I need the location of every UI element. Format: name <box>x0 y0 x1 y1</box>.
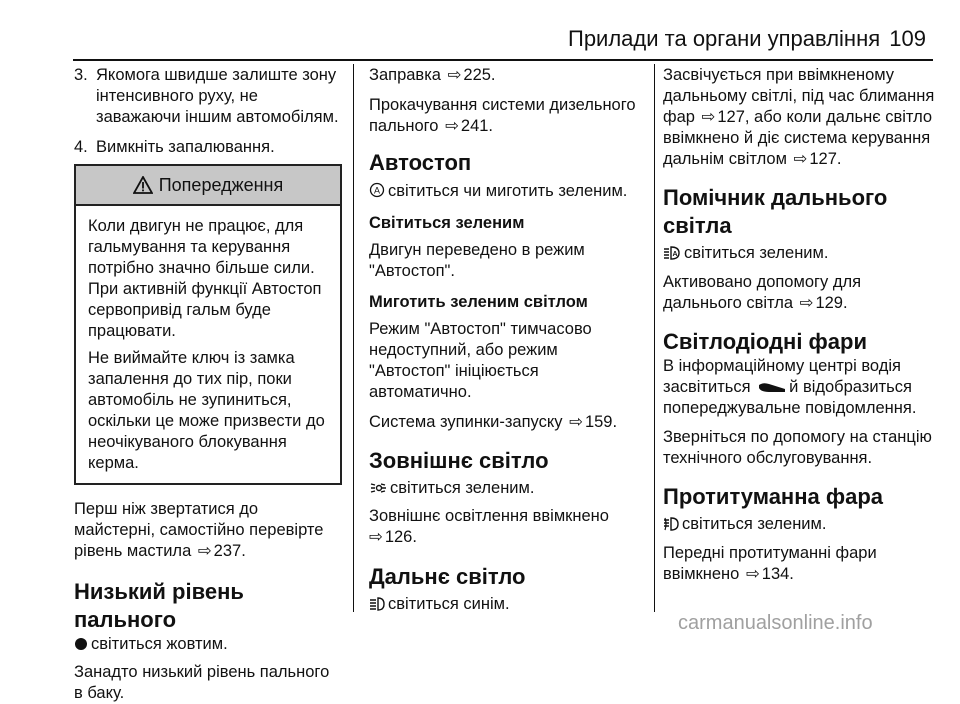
warning-header <box>76 166 340 206</box>
list-text: Вимкніть запалювання. <box>96 138 275 156</box>
fuel-warning-dot-icon <box>74 637 88 651</box>
section-heading: Зовнішнє світло <box>369 448 549 473</box>
paragraph-text: В інформаційному центрі водія засвітиться <box>663 357 901 396</box>
indicator-text: світиться жовтим. <box>91 635 228 653</box>
section-heading: Протитуманна фара <box>663 484 884 509</box>
subheading: Світиться зеленим <box>369 214 525 232</box>
page-ref: 126. <box>384 528 417 546</box>
paragraph <box>369 412 641 433</box>
paragraph-text: 127, або коли дальнє світло ввімкнено й діє система керування дальнім світлом <box>663 108 933 168</box>
list-item <box>74 65 342 128</box>
paragraph-text: Передні протитуманні фари ввімкнено <box>663 544 877 583</box>
warning-body <box>76 206 340 483</box>
paragraph <box>663 356 938 419</box>
list-number: 4. <box>74 138 88 156</box>
paragraph: Режим "Автостоп" тимчасово недоступний, або режим "Автостоп" ініціюється автоматично. <box>369 320 592 401</box>
indicator-text: світиться зеленим. <box>390 479 535 497</box>
led-headlight-warning-icon <box>757 380 787 394</box>
high-beam-assist-icon <box>663 246 681 260</box>
svg-text:A: A <box>373 185 381 196</box>
paragraph <box>369 65 641 86</box>
paragraph-text: Перш ніж звертатися до майстерні, самостійно перевірте рівень мастила <box>74 500 324 560</box>
page-ref: 241. <box>460 117 494 135</box>
paragraph-text: Активовано допомогу для дальнього світла <box>663 273 862 312</box>
paragraph-text: Зовнішнє освітлення ввімкнено <box>369 507 609 525</box>
indicator-line <box>663 243 938 264</box>
list-text: Якомога швидше залиште зону інтенсивного руху, не заважаючи іншим автомобілям. <box>96 66 339 126</box>
page-ref: 159. <box>584 413 618 431</box>
page-ref-arrow-icon: ⇨ <box>369 528 383 546</box>
subheading: Миготить зеленим світлом <box>369 293 588 311</box>
indicator-line <box>74 634 342 655</box>
column-2 <box>369 64 641 615</box>
paragraph <box>74 499 342 562</box>
page-ref: 237. <box>213 542 246 560</box>
column-divider <box>353 64 354 612</box>
paragraph: Зверніться по допомогу на станцію технічного обслуговування. <box>663 428 932 467</box>
indicator-line <box>369 478 641 499</box>
paragraph <box>369 506 641 548</box>
paragraph: Двигун переведено в режим "Автостоп". <box>369 241 585 280</box>
paragraph <box>663 543 938 585</box>
paragraph-text: Заправка <box>369 66 441 84</box>
high-beam-icon <box>369 597 385 611</box>
page-ref-arrow-icon: ⇨ <box>745 565 760 583</box>
indicator-line <box>663 514 938 535</box>
warning-title: Попередження <box>158 174 284 195</box>
paragraph-text: Система зупинки-запуску <box>369 413 563 431</box>
paragraph-text: й відобразиться попереджувальне повідомлення. <box>663 378 917 417</box>
exterior-light-icon <box>369 481 387 495</box>
paragraph: Занадто низький рівень пального в баку. <box>74 663 330 702</box>
section-heading: Автостоп <box>369 150 472 175</box>
section-heading: Світлодіодні фари <box>663 329 867 354</box>
paragraph-text: Прокачування системи дизельного пального <box>369 96 636 135</box>
page-ref: 129. <box>815 294 848 312</box>
list-number: 3. <box>74 66 88 84</box>
watermark: carmanualsonline.info <box>678 612 873 634</box>
column-3 <box>663 64 938 585</box>
page-ref-arrow-icon: ⇨ <box>445 117 459 135</box>
column-divider <box>654 64 655 612</box>
warning-paragraph: Коли двигун не працює, для гальмування та керування потрібно значно більше сили. При активній функції Автостоп сервопривід гальм буде працювати. <box>88 217 322 340</box>
svg-text:A: A <box>672 251 678 258</box>
page-number: 109 <box>889 26 926 51</box>
section-heading: Низький рівень пального <box>74 579 244 632</box>
list-item <box>74 137 342 158</box>
autostop-icon <box>369 182 385 198</box>
section-heading: Дальнє світло <box>369 564 526 589</box>
warning-paragraph: Не виймайте ключ із замка запалення до тих пір, поки автомобіль не зупиниться, оскільки це може призвести до неочікуваного блокування керма. <box>88 349 325 472</box>
paragraph <box>663 272 938 314</box>
page-ref: 127. <box>809 150 842 168</box>
page-ref-arrow-icon: ⇨ <box>701 108 716 126</box>
page-ref-arrow-icon: ⇨ <box>197 542 212 560</box>
page-ref: 225. <box>463 66 496 84</box>
page-ref: 134. <box>761 565 794 583</box>
indicator-text: світиться зеленим. <box>684 244 829 262</box>
page-ref-arrow-icon: ⇨ <box>799 294 814 312</box>
indicator-text: світиться чи миготить зеленим. <box>388 182 628 200</box>
indicator-line <box>369 181 641 202</box>
page-ref-arrow-icon: ⇨ <box>569 413 583 431</box>
warning-box <box>74 164 342 485</box>
indicator-text: світиться зеленим. <box>682 515 827 533</box>
paragraph <box>369 95 641 137</box>
indicator-line <box>369 594 641 615</box>
warning-triangle-icon <box>133 176 153 194</box>
page-header-title: Прилади та органи управління <box>568 26 881 51</box>
header-divider <box>73 59 933 61</box>
section-heading: Помічник дальнього світла <box>663 185 888 238</box>
indicator-text: світиться синім. <box>388 595 510 613</box>
front-fog-light-icon <box>663 517 679 531</box>
paragraph-text: Засвічується при ввімкненому дальньому світлі, під час блимання фар <box>663 66 935 126</box>
page-ref-arrow-icon: ⇨ <box>793 150 808 168</box>
column-1 <box>74 64 342 704</box>
page-ref-arrow-icon: ⇨ <box>447 66 462 84</box>
paragraph <box>663 65 938 170</box>
